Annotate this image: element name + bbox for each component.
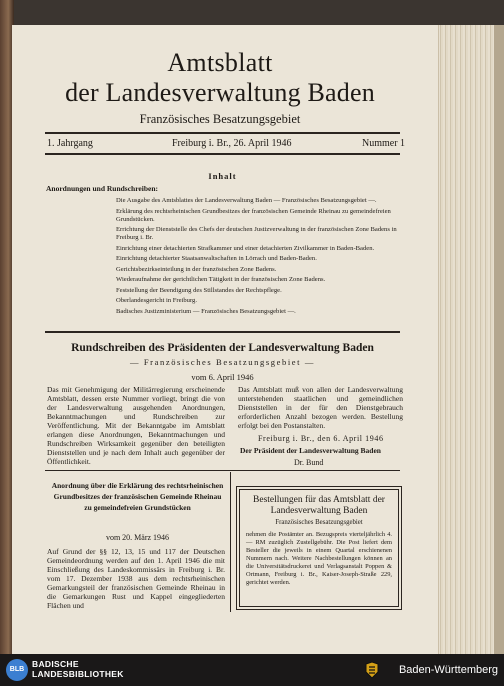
- contents-list: [116, 197, 406, 318]
- contents-item: Erklärung des rechtsrheinischen Grundbesitzes der französischen Gemeinde Rheinau zu gemeindefreien Grundstücken.: [116, 207, 391, 223]
- state-lions-icon: [362, 660, 382, 680]
- contents-item: Badisches Justizministerium — Französisches Besatzungsgebiet —.: [116, 307, 296, 315]
- order-box-text: nehmen die Postämter an. Bezugspreis vierteljährlich 4.— RM zuzüglich Zustellgebühr. Die Post liefert dem Besteller die jeweils in einem Quartal erschienenen Nummern nach. Weitere Nachbestellungen können an die Universitätsdruckerei und Verlagsanstalt Poppen & Ortmann, Freiburg i. Br., Kaiser-Joseph-Straße 229, gerichtet werden.: [246, 531, 392, 586]
- page-edges: [438, 25, 504, 654]
- issue-number: Nummer 1: [362, 138, 406, 149]
- order-box-title: Bestellungen für das Amtsblatt der Landesverwaltung Baden: [253, 495, 385, 516]
- order-box-subtitle: Französisches Besatzungsgebiet: [275, 519, 363, 526]
- contents-item: Errichtung der Dienststelle des Chefs der deutschen Justizverwaltung in der französischen Zone Badens in Freiburg i. Br.: [116, 226, 397, 241]
- circular-sign-title: Der Präsident der Landesverwaltung Baden: [240, 446, 381, 455]
- ordinance-date: vom 20. März 1946: [105, 533, 170, 542]
- library-name[interactable]: [32, 659, 124, 679]
- section-rule: [45, 331, 400, 333]
- contents-subheading: Anordnungen und Rundschreiben:: [46, 184, 158, 193]
- library-name-line2: LANDESBIBLIOTHEK: [32, 669, 124, 679]
- circular-text-right: Das Amtsblatt muß von allen der Landesverwaltung unterstehenden staatlichen und gemeindlichen Dienststellen in der für den Dienstgebrauch erforderlichen Anzahl bezogen werden. Bestellung erfolgt bei den Postanstalten.: [238, 385, 403, 430]
- masthead-subtitle: Französisches Besatzungsgebiet: [139, 112, 301, 126]
- ordinance-title: Anordnung über die Erklärung des rechtsrheinischen Grundbesitzes der französischen Gemeinde Rheinau zu gemeindefreien Grundstücken: [51, 481, 224, 512]
- circular-subtitle: — Französisches Besatzungsgebiet —: [130, 357, 315, 367]
- masthead-title-line1: Amtsblatt: [167, 48, 273, 77]
- contents-item: Feststellung der Beendigung des Stillstandes der Rechtspflege.: [116, 286, 282, 294]
- circular-sign-place: Freiburg i. Br., den 6. April 1946: [258, 434, 384, 443]
- ordinance-text: Auf Grund der §§ 12, 13, 15 und 117 der Deutschen Gemeindeordnung werden auf den 1. April 1946 die mit Einschließung des Landeskommissärs in Freiburg i. Br. vom 17. Dezember 1938 aus dem rechtsrheinischen Gemarkungsteil der französischen Gemeinde Rheinau in die Gemarkungen Rust und Kappel eingegliederten Flächen und: [47, 547, 225, 609]
- issue-place-date: Freiburg i. Br., 26. April 1946: [172, 138, 292, 149]
- circular-sign-name: Dr. Bund: [294, 458, 324, 467]
- header-rule-bottom: [45, 153, 400, 155]
- contents-item: Oberlandesgericht in Freiburg.: [116, 297, 197, 304]
- circular-title: Rundschreiben des Präsidenten der Landesverwaltung Baden: [71, 342, 374, 354]
- contents-heading: Inhalt: [208, 171, 237, 181]
- column-divider: [230, 472, 231, 612]
- blb-logo[interactable]: BLB: [6, 659, 28, 681]
- contents-item: Die Ausgabe des Amtsblattes der Landesverwaltung Baden — Französisches Besatzungsgebiet —.: [116, 197, 377, 204]
- library-name-line1: BADISCHE: [32, 659, 79, 669]
- circular-text-left: Das mit Genehmigung der Militärregierung erscheinende Amtsblatt, dessen erste Nummer vorliegt, bringt die von der Landesverwaltung ausgehenden Anordnungen, Bekanntmachungen und Rundschreiben zur Veröffentlichung. Mit der Bekanntgabe im Amtsblatt erlangen diese Anordnungen, Bekanntmachungen und Rundschreiben Wirksamkeit gegenüber den beteiligten Dienststellen und je nach dem Inhalt auch gegenüber der Öffentlichkeit.: [47, 385, 225, 466]
- contents-item: Einrichtung detachierter Staatsanwaltschaften in Lörrach und Baden-Baden.: [116, 255, 317, 262]
- contents-item: Wiederaufnahme der gerichtlichen Tätigkeit in der französischen Zone Badens.: [116, 276, 326, 283]
- header-rule-top: [45, 132, 400, 134]
- circular-date: vom 6. April 1946: [191, 372, 254, 382]
- section-rule-2: [45, 470, 400, 471]
- contents-item: Einrichtung einer detachierten Strafkammer und einer detachierten Zivilkammer in Baden-Baden.: [116, 244, 375, 252]
- masthead-title-line2: der Landesverwaltung Baden: [65, 78, 375, 107]
- issue-volume: 1. Jahrgang: [47, 138, 93, 149]
- state-name[interactable]: Baden-Württemberg: [398, 664, 498, 676]
- contents-item: Gerichtsbezirkseinteilung in der französischen Zone Badens.: [116, 265, 277, 273]
- order-box: [236, 486, 402, 610]
